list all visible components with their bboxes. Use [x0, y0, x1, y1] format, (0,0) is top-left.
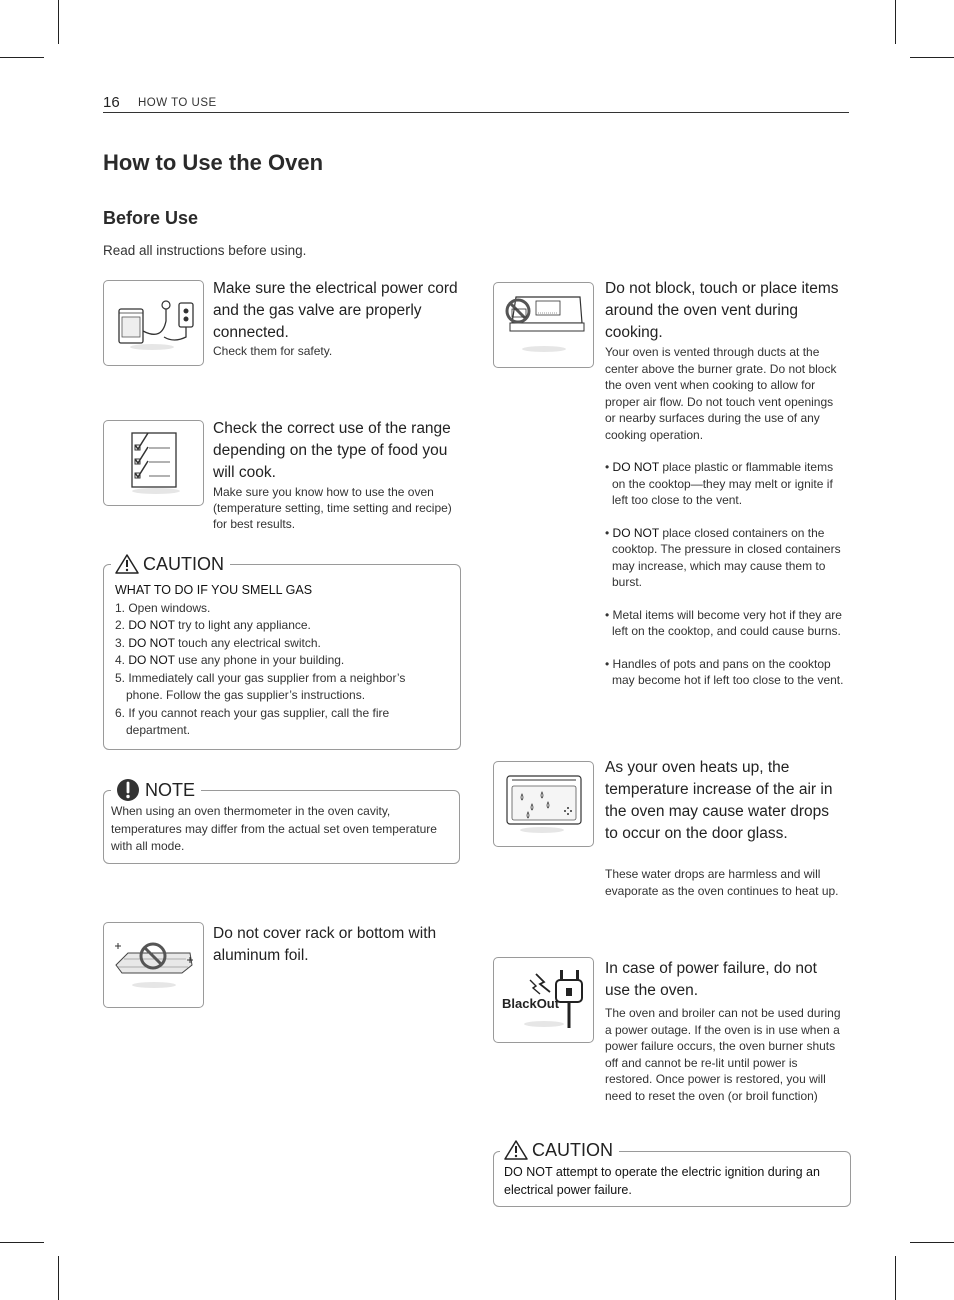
caution-label — [500, 1139, 619, 1161]
caution-list — [115, 600, 445, 740]
section-subtitle: Before Use — [103, 208, 199, 228]
bullet-dot: • — [605, 460, 613, 474]
do-not-emphasis: DO NOT — [612, 460, 659, 474]
do-not-emphasis: DO NOT — [504, 1165, 553, 1179]
crop-mark — [910, 1242, 954, 1243]
oven-vent-illustration — [493, 282, 594, 368]
warning-icon — [504, 1139, 528, 1161]
caution-list-item — [115, 635, 445, 653]
caution-label-text: CAUTION — [143, 553, 224, 574]
note-label — [111, 778, 201, 802]
list-number: 2. — [115, 618, 129, 632]
list-text: use any phone in your building. — [174, 653, 345, 667]
warning-icon — [115, 553, 139, 575]
item-body: Check them for safety. — [213, 344, 333, 358]
blackout-illustration — [493, 957, 594, 1043]
list-text: try to light any appliance. — [174, 618, 311, 632]
caution-list-item — [115, 617, 445, 635]
door-glass-illustration — [493, 761, 594, 847]
crop-mark — [0, 1242, 44, 1243]
caution-list-item — [115, 600, 445, 618]
bullet-dot: • — [605, 525, 613, 540]
item-body: Make sure you know how to use the oven (temperature setting, time setting and recipe) for best results. — [213, 485, 452, 531]
caution-body: attempt to operate the electric ignition during an electrical power failure. — [504, 1165, 820, 1197]
caution-heading: WHAT TO DO IF YOU SMELL GAS — [115, 583, 313, 597]
list-number: 5. — [115, 670, 129, 685]
item-title: Make sure the electrical power cord and the gas valve are properly connected. — [213, 280, 458, 341]
caution-text — [504, 1164, 839, 1199]
caution-label — [111, 553, 230, 575]
caution-list-item — [115, 652, 445, 670]
bullet-list — [605, 459, 845, 705]
bullet-item — [605, 525, 845, 591]
list-number: 1. — [115, 600, 129, 615]
foil-illustration — [103, 922, 204, 1008]
note-label-text: NOTE — [145, 779, 196, 800]
list-number: 6. — [115, 705, 129, 720]
item-body: The oven and broiler can not be used during a power outage. If the oven is in use when a power failure occurs, the oven burner shuts off and cannot be re-lit until power is restored. Once power is restored, you will need to reset the oven (or broil function) — [605, 1006, 841, 1103]
power-gas-illustration — [103, 280, 204, 366]
list-text: Immediately call your gas supplier from a neighbor’s phone. Follow the gas supplier’s instructions. — [126, 670, 406, 702]
caution-list-item — [115, 670, 445, 705]
bullet-item — [605, 607, 845, 640]
list-text: touch any electrical switch. — [174, 635, 321, 650]
item-title: Check the correct use of the range depending on the type of food you will cook. — [213, 420, 451, 481]
do-not-emphasis: DO NOT — [128, 635, 175, 650]
bullet-item — [605, 459, 845, 509]
blackout-label: BlackOut — [502, 996, 560, 1011]
checklist-illustration — [103, 420, 204, 506]
do-not-emphasis: DO NOT — [128, 653, 175, 667]
bullet-text: Metal items will become very hot if they are left on the cooktop, and could cause burns. — [612, 607, 842, 638]
bullet-text: Handles of pots and pans on the cooktop may become hot if left too close to the vent. — [612, 656, 844, 687]
do-not-emphasis: DO NOT — [612, 525, 659, 540]
list-text: Open windows. — [128, 600, 211, 615]
bullet-text: place closed containers on the cooktop. The pressure in closed containers may increase, which may cause them to burst. — [612, 525, 841, 589]
note-text: When using an oven thermometer in the oven cavity, temperatures may differ from the actual set oven temperature with all mode. — [111, 804, 437, 853]
item-title: Do not cover rack or bottom with aluminum foil. — [213, 925, 437, 964]
exclamation-icon — [115, 778, 141, 802]
item-body: Your oven is vented through ducts at the center above the burner grate. Do not block the oven vent when cooking to allow for proper air flow. Do not touch vent openings or nearby surfaces during the use of any cooking operation. — [605, 345, 837, 442]
crop-mark — [0, 57, 44, 58]
crop-mark — [58, 1256, 59, 1300]
bullet-item — [605, 656, 845, 689]
bullet-dot: • — [605, 607, 613, 622]
list-text: If you cannot reach your gas supplier, call the fire department. — [126, 705, 390, 737]
crop-mark — [895, 0, 896, 44]
caution-label-text: CAUTION — [532, 1139, 613, 1160]
intro-text: Read all instructions before using. — [103, 243, 307, 258]
list-number: 3. — [115, 635, 129, 650]
bullet-dot: • — [605, 656, 613, 671]
item-title: As your oven heats up, the temperature increase of the air in the oven may cause water drops to occur on the door glass. — [605, 759, 833, 842]
caution-text — [115, 582, 445, 740]
crop-mark — [895, 1256, 896, 1300]
header-rule — [103, 112, 849, 113]
section-name: HOW TO USE — [138, 97, 217, 109]
crop-mark — [58, 0, 59, 44]
do-not-emphasis: DO NOT — [128, 618, 175, 632]
page-title: How to Use the Oven — [103, 150, 324, 175]
bullet-text: place plastic or flammable items on the cooktop—they may melt or ignite if left too close to the vent. — [612, 460, 834, 507]
crop-mark — [910, 57, 954, 58]
list-number: 4. — [115, 653, 129, 667]
item-title: Do not block, touch or place items around the oven vent during cooking. — [605, 280, 839, 341]
item-title: In case of power failure, do not use the oven. — [605, 960, 817, 999]
page-number: 16 — [103, 94, 120, 111]
item-body: These water drops are harmless and will evaporate as the oven continues to heat up. — [605, 867, 839, 898]
caution-list-item — [115, 705, 445, 740]
